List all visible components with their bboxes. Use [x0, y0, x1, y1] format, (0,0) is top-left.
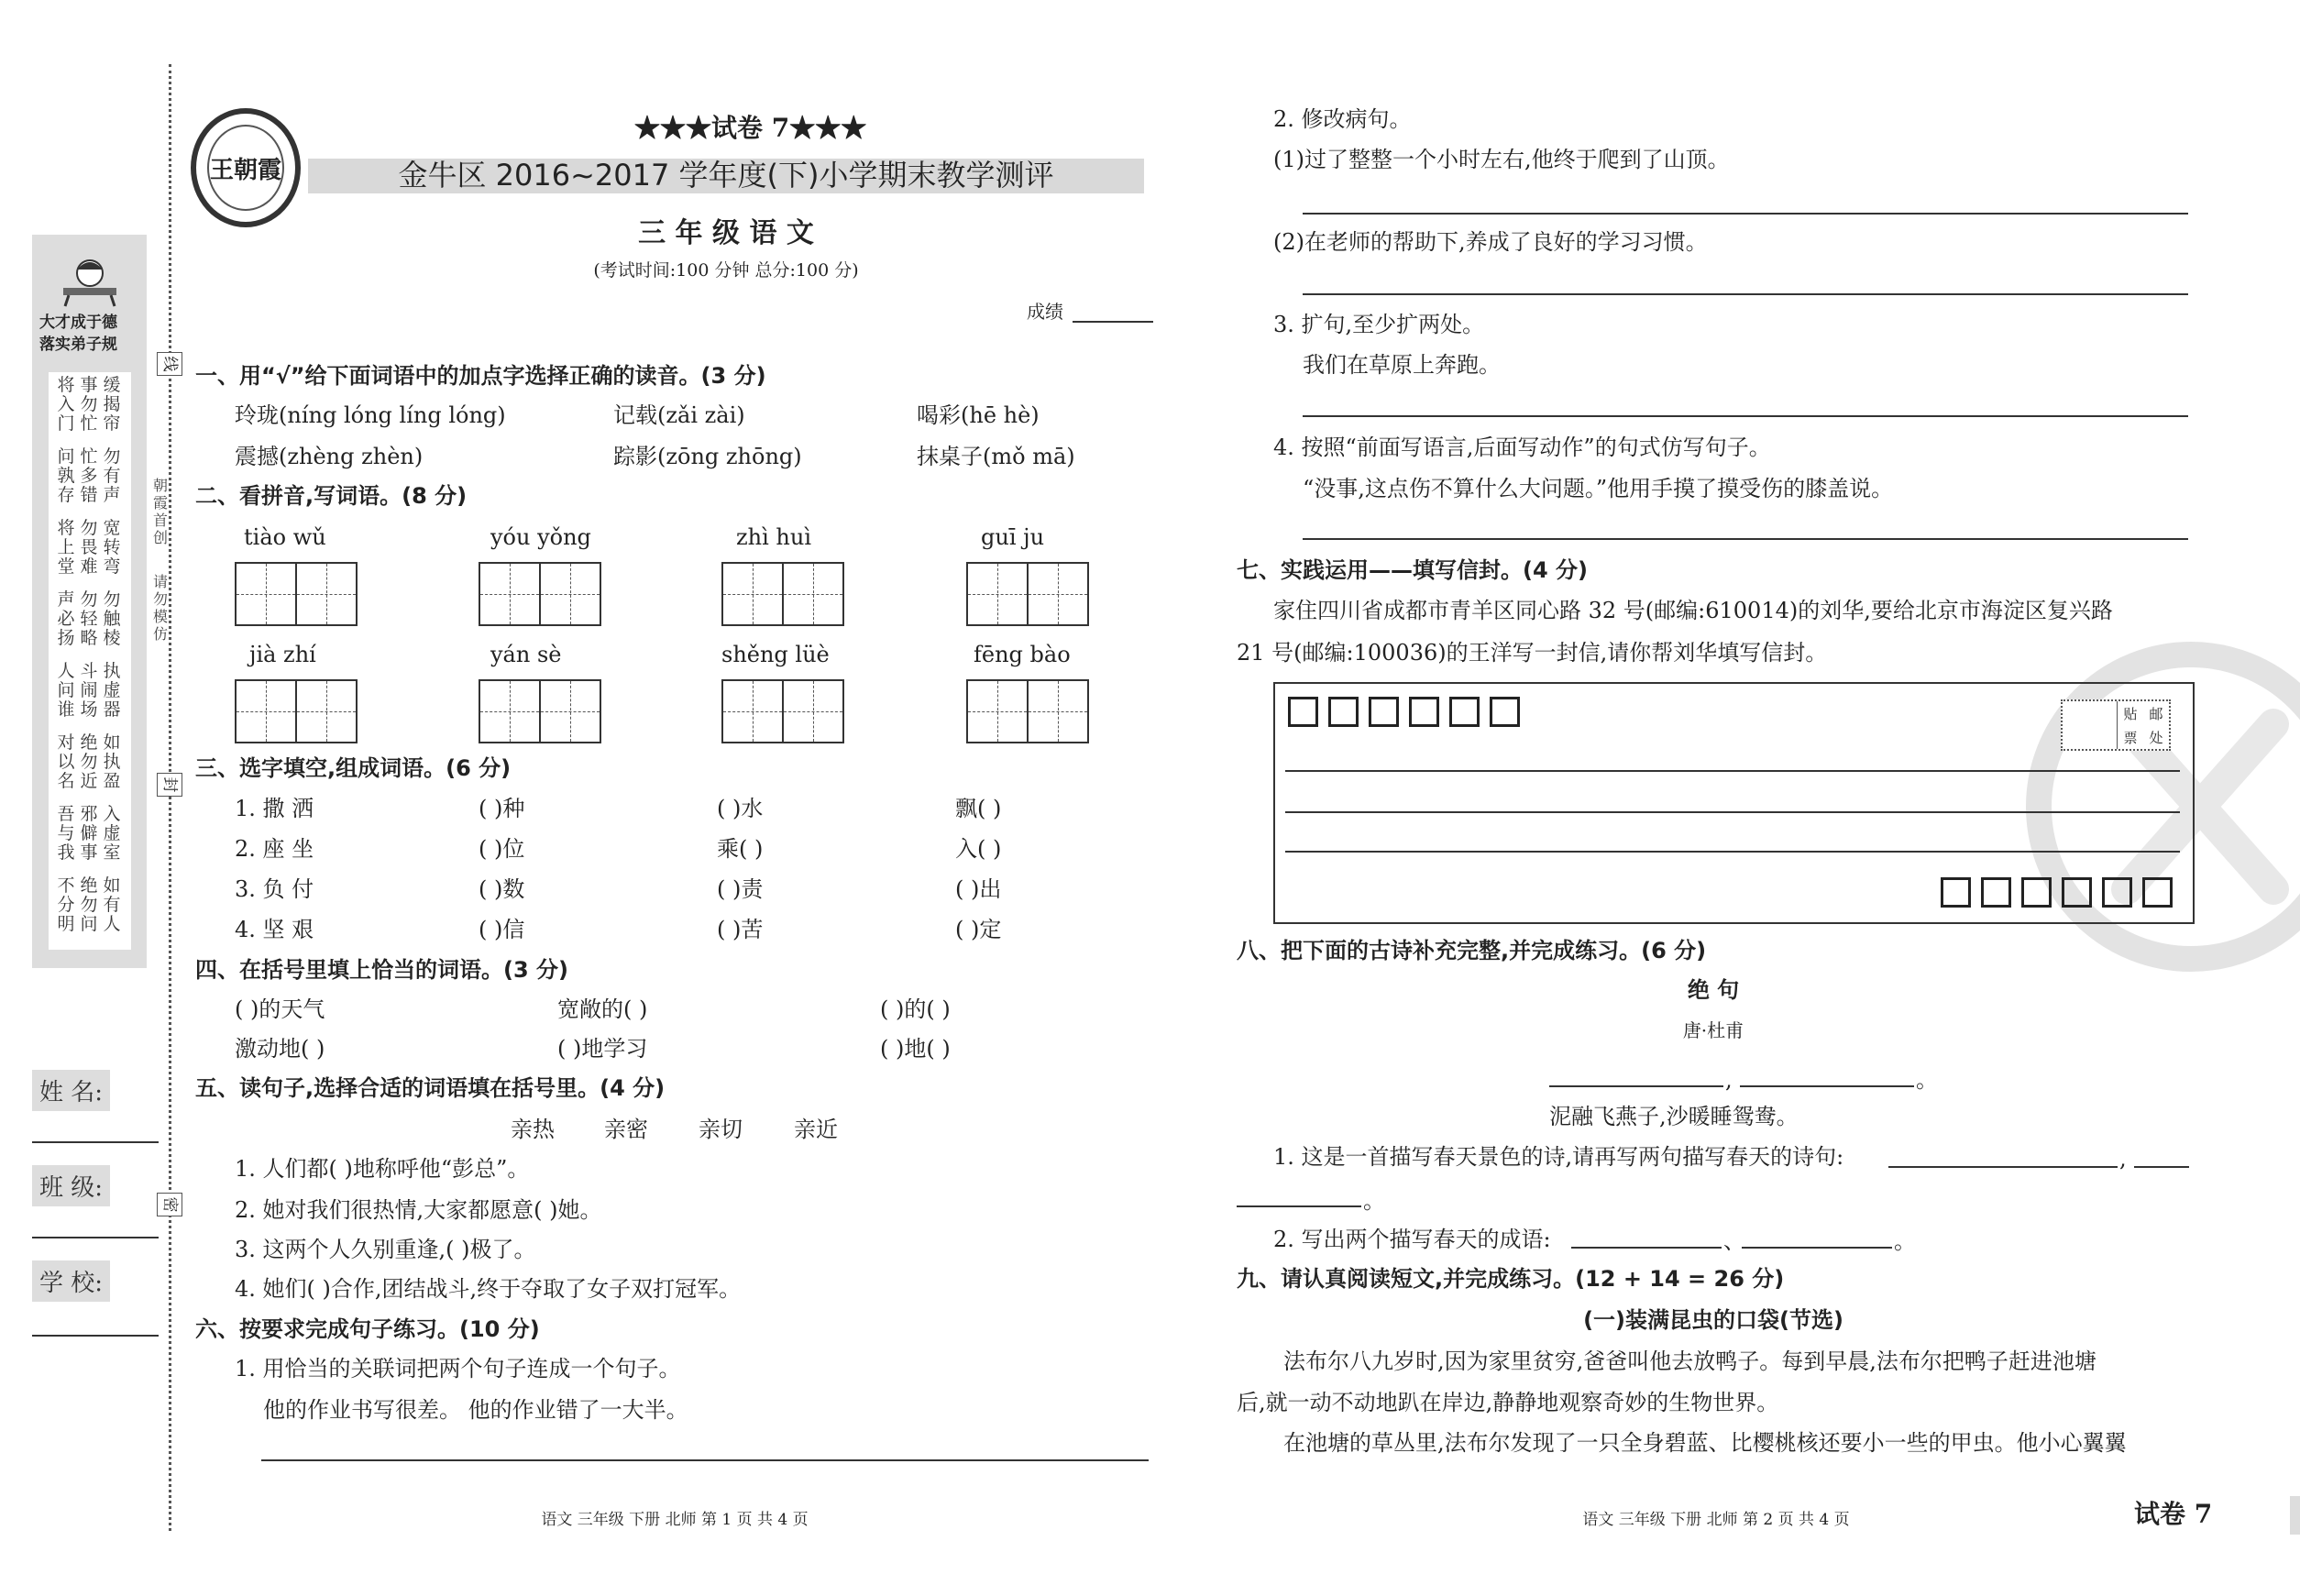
- motto-line-1: 大才成于德: [39, 314, 117, 332]
- writing-grid[interactable]: [721, 562, 844, 626]
- postcode-box[interactable]: [1981, 877, 2011, 908]
- rule-phrase: 缓揭帘: [103, 375, 121, 434]
- rule-phrase: 不分明: [57, 875, 75, 934]
- answer-line[interactable]: [261, 1459, 1149, 1461]
- score-label: 成绩: [1027, 301, 1063, 323]
- paper-label: ★★★试卷 7★★★: [634, 113, 867, 143]
- fill-blank[interactable]: ( )责: [717, 876, 764, 902]
- copyright-note-1: 朝霞首创: [152, 477, 168, 546]
- writing-grid[interactable]: [479, 562, 601, 626]
- fill-blank[interactable]: 乘( ): [717, 836, 764, 862]
- fill-blank[interactable]: ( )定: [955, 917, 1002, 942]
- postcode-box[interactable]: [1369, 697, 1399, 727]
- answer-blank[interactable]: [1742, 1247, 1892, 1249]
- word-bank-item: 亲近: [794, 1117, 838, 1142]
- writing-grid[interactable]: [966, 562, 1089, 626]
- stamp-area: [2061, 699, 2171, 751]
- question-text: 他的作业书写很差。 他的作业错了一大半。: [263, 1397, 688, 1423]
- char-pair: 1. 撒 洒: [235, 796, 314, 821]
- pinyin-label: guī ju: [981, 524, 1045, 550]
- writing-grid[interactable]: [966, 679, 1089, 743]
- rule-phrase: 如执盈: [103, 732, 121, 791]
- stamp-label: 贴: [2123, 705, 2138, 722]
- pinyin-label: yóu yǒng: [490, 524, 591, 550]
- class-field[interactable]: [32, 1237, 159, 1238]
- pinyin-label: yán sè: [490, 642, 562, 667]
- char-pair: 2. 座 坐: [235, 836, 314, 862]
- rule-phrase: 绝勿问: [80, 875, 98, 934]
- pinyin-choice-item[interactable]: 记载(zǎi zài): [613, 402, 745, 428]
- exam-info: (考试时间:100 分钟 总分:100 分): [593, 260, 859, 281]
- punctuation: ,: [1725, 1067, 1733, 1093]
- pinyin-choice-item[interactable]: 震撼(zhèng zhèn): [235, 444, 424, 469]
- postcode-box[interactable]: [2021, 877, 2052, 908]
- postcode-box[interactable]: [1941, 877, 1971, 908]
- paper-badge-label: 试卷 7: [2134, 1499, 2213, 1529]
- school-field[interactable]: [32, 1335, 159, 1337]
- postcode-box[interactable]: [1490, 697, 1520, 727]
- section-6-heading: 六、按要求完成句子练习。(10 分): [195, 1316, 540, 1342]
- pinyin-label: tiào wǔ: [244, 524, 326, 550]
- word-bank-item: 亲切: [699, 1117, 743, 1142]
- publisher-logo: 王朝霞: [191, 108, 301, 227]
- answer-blank[interactable]: [1571, 1247, 1722, 1249]
- poem-title: 绝 句: [1687, 976, 1740, 1003]
- question-text: 我们在草原上奔跑。: [1303, 352, 1501, 378]
- punctuation: ,: [2119, 1146, 2127, 1172]
- postcode-box[interactable]: [1288, 697, 1318, 727]
- section-8-heading: 八、把下面的古诗补充完整,并完成练习。(6 分): [1237, 938, 1707, 963]
- page-footer: 语文 三年级 下册 北师 第 2 页 共 4 页: [1582, 1511, 1850, 1529]
- answer-blank[interactable]: [2134, 1166, 2189, 1168]
- answer-line[interactable]: [1303, 293, 2188, 295]
- section-5-heading: 五、读句子,选择合适的词语填在括号里。(4 分): [195, 1075, 666, 1101]
- answer-blank[interactable]: [1237, 1205, 1361, 1207]
- question-text: 2. 写出两个描写春天的成语:: [1273, 1227, 1551, 1252]
- fill-sentence[interactable]: 3. 这两个人久别重逢,( )极了。: [235, 1237, 536, 1262]
- postcode-box[interactable]: [2062, 877, 2092, 908]
- cut-mark-seal: 封: [157, 773, 182, 797]
- school-label: 学 校:: [32, 1260, 110, 1302]
- answer-line[interactable]: [1303, 538, 2188, 540]
- rule-phrase: 问孰存: [57, 446, 75, 505]
- rule-phrase: 宽转弯: [103, 518, 121, 577]
- postcode-box[interactable]: [1409, 697, 1439, 727]
- rule-phrase: 斗闹场: [80, 661, 98, 720]
- rule-phrase: 邪僻事: [80, 804, 98, 863]
- rule-phrase: 对以名: [57, 732, 75, 791]
- writing-grid[interactable]: [721, 679, 844, 743]
- pinyin-choice-item[interactable]: 喝彩(hē hè): [917, 402, 1040, 428]
- answer-line[interactable]: [1303, 213, 2188, 215]
- pinyin-label: fēng bào: [974, 642, 1071, 667]
- writing-grid[interactable]: [235, 562, 358, 626]
- punctuation: 。: [1894, 1228, 1916, 1254]
- address-line[interactable]: [1285, 770, 2180, 772]
- word-bank-item: 亲热: [511, 1117, 555, 1142]
- binding-dotted-line: [169, 64, 171, 1531]
- fill-sentence[interactable]: 2. 她对我们很热情,大家都愿意( )她。: [235, 1197, 602, 1223]
- fill-blank[interactable]: ( )位: [479, 836, 525, 862]
- stamp-label: 票: [2123, 729, 2138, 746]
- rule-phrase: 勿轻略: [80, 589, 98, 648]
- passage-text: 后,就一动不动地趴在岸边,静静地观察奇妙的生物世界。: [1237, 1390, 1779, 1415]
- address-line[interactable]: [1285, 811, 2180, 813]
- section-2-heading: 二、看拼音,写词语。(8 分): [195, 483, 468, 509]
- char-pair: 3. 负 付: [235, 876, 314, 902]
- punctuation: 、: [1723, 1228, 1745, 1254]
- fill-blank[interactable]: ( )种: [479, 796, 525, 821]
- answer-line[interactable]: [1303, 415, 2188, 417]
- rule-phrase: 勿触棱: [103, 589, 121, 648]
- section-1-heading: 一、用“√”给下面词语中的加点字选择正确的读音。(3 分): [195, 363, 766, 389]
- question-text: 1. 用恰当的关联词把两个句子连成一个句子。: [235, 1356, 681, 1381]
- fill-blank[interactable]: ( )地学习: [557, 1036, 648, 1062]
- rule-phrase: 如有人: [103, 875, 121, 934]
- poem-blank[interactable]: [1740, 1085, 1914, 1087]
- section-3-heading: 三、选字填空,组成词语。(6 分): [195, 755, 512, 781]
- poem-line: 泥融飞燕子,沙暖睡鸳鸯。: [1549, 1104, 1799, 1129]
- rule-phrase: 勿畏难: [80, 518, 98, 577]
- question-text: “没事,这点伤不算什么大问题。”他用手摸了摸受伤的膝盖说。: [1303, 476, 1894, 501]
- question-text: (1)过了整整一个小时左右,他终于爬到了山顶。: [1273, 147, 1730, 172]
- rule-phrase: 声必扬: [57, 589, 75, 648]
- postcode-box[interactable]: [2102, 877, 2132, 908]
- name-field[interactable]: [32, 1141, 159, 1143]
- subject-title: 三 年 级 语 文: [638, 217, 814, 249]
- rule-phrase: 吾与我: [57, 804, 75, 863]
- motto-line-2: 落实弟子规: [39, 336, 117, 354]
- postcode-box[interactable]: [2142, 877, 2173, 908]
- question-text: (2)在老师的帮助下,养成了良好的学习习惯。: [1273, 229, 1708, 255]
- fill-sentence[interactable]: 4. 她们( )合作,团结战斗,终于夺取了女子双打冠军。: [235, 1276, 742, 1302]
- pinyin-choice-item[interactable]: 玲珑(níng lóng líng lóng): [235, 402, 506, 428]
- paragraph-text: 家住四川省成都市青羊区同心路 32 号(邮编:610014)的刘华,要给北京市海淀区复兴路: [1273, 598, 2113, 623]
- postcode-box[interactable]: [1449, 697, 1480, 727]
- rule-phrase: 将上堂: [57, 518, 75, 577]
- fill-blank[interactable]: ( )苦: [717, 917, 764, 942]
- rule-phrase: 人问谁: [57, 661, 75, 720]
- fill-blank[interactable]: 宽敞的( ): [557, 996, 648, 1022]
- poem-blank[interactable]: [1549, 1085, 1723, 1087]
- fill-blank[interactable]: ( )水: [717, 796, 764, 821]
- punctuation: 。: [1363, 1188, 1385, 1214]
- poem-author: 唐·杜甫: [1682, 1019, 1744, 1041]
- pinyin-label: jià zhí: [249, 642, 316, 667]
- fill-blank[interactable]: 飘( ): [955, 796, 1002, 821]
- fill-blank[interactable]: ( )信: [479, 917, 525, 942]
- rule-phrase: 忙多错: [80, 446, 98, 505]
- answer-blank[interactable]: [1888, 1166, 2118, 1168]
- word-bank-item: 亲密: [604, 1117, 648, 1142]
- name-label: 姓 名:: [32, 1070, 110, 1111]
- paper-badge: [2097, 1496, 2300, 1535]
- stamp-label: 处: [2149, 729, 2163, 746]
- rule-phrase: 绝勿近: [80, 732, 98, 791]
- question-text: 3. 扩句,至少扩两处。: [1273, 312, 1485, 337]
- stamp-label: 邮: [2149, 705, 2163, 722]
- passage-text: 在池塘的草丛里,法布尔发现了一只全身碧蓝、比樱桃核还要小一些的甲虫。他小心翼翼: [1283, 1430, 2127, 1456]
- postcode-box[interactable]: [1328, 697, 1359, 727]
- fill-blank[interactable]: 激动地( ): [235, 1036, 325, 1062]
- fill-sentence[interactable]: 1. 人们都( )地称呼他“彭总”。: [235, 1156, 530, 1182]
- rule-phrase: 勿有声: [103, 446, 121, 505]
- fill-blank[interactable]: ( )地( ): [880, 1036, 951, 1062]
- fill-blank[interactable]: ( )的( ): [880, 996, 951, 1022]
- cut-mark-line: 线: [157, 352, 182, 376]
- score-field[interactable]: [1073, 321, 1153, 323]
- pinyin-label: zhì huì: [736, 524, 811, 550]
- passage-title: (一)装满昆虫的口袋(节选): [1583, 1307, 1843, 1333]
- pinyin-choice-item[interactable]: 抹桌子(mǒ mā): [917, 444, 1075, 469]
- question-text: 2. 修改病句。: [1273, 106, 1412, 132]
- address-line[interactable]: [1285, 851, 2180, 853]
- pinyin-label: shěng lüè: [721, 642, 830, 667]
- exam-title: 金牛区 2016~2017 学年度(下)小学期末教学测评: [398, 158, 1054, 193]
- writing-grid[interactable]: [235, 679, 358, 743]
- passage-text: 法布尔八九岁时,因为家里贫穷,爸爸叫他去放鸭子。每到早晨,法布尔把鸭子赶进池塘: [1283, 1348, 2096, 1374]
- writing-grid[interactable]: [479, 679, 601, 743]
- question-text: 4. 按照“前面写语言,后面写动作”的句式仿写句子。: [1273, 435, 1771, 460]
- section-4-heading: 四、在括号里填上恰当的词语。(3 分): [195, 957, 568, 983]
- rule-phrase: 事勿忙: [80, 375, 98, 434]
- section-9-heading: 九、请认真阅读短文,并完成练习。(12 + 14 = 26 分): [1237, 1266, 1785, 1292]
- fill-blank[interactable]: ( )出: [955, 876, 1002, 902]
- section-7-heading: 七、实践运用——填写信封。(4 分): [1237, 557, 1588, 583]
- paragraph-text: 21 号(邮编:100036)的王洋写一封信,请你帮刘华填写信封。: [1237, 640, 1828, 666]
- copyright-note-2: 请勿模仿: [152, 573, 168, 643]
- cut-mark-secret: 密: [157, 1193, 182, 1216]
- rule-phrase: 执虚器: [103, 661, 121, 720]
- student-illustration: [60, 253, 120, 308]
- class-label: 班 级:: [32, 1165, 110, 1206]
- page-footer: 语文 三年级 下册 北师 第 1 页 共 4 页: [541, 1511, 809, 1529]
- question-text: 1. 这是一首描写春天景色的诗,请再写两句描写春天的诗句:: [1273, 1144, 1844, 1170]
- fill-blank[interactable]: ( )数: [479, 876, 525, 902]
- rule-phrase: 将入门: [57, 375, 75, 434]
- punctuation: 。: [1916, 1067, 1938, 1093]
- fill-blank[interactable]: 入( ): [955, 836, 1002, 862]
- fill-blank[interactable]: ( )的天气: [235, 996, 325, 1022]
- char-pair: 4. 坚 艰: [235, 917, 314, 942]
- rule-phrase: 入虚室: [103, 804, 121, 863]
- pinyin-choice-item[interactable]: 踪影(zōng zhōng): [613, 444, 802, 469]
